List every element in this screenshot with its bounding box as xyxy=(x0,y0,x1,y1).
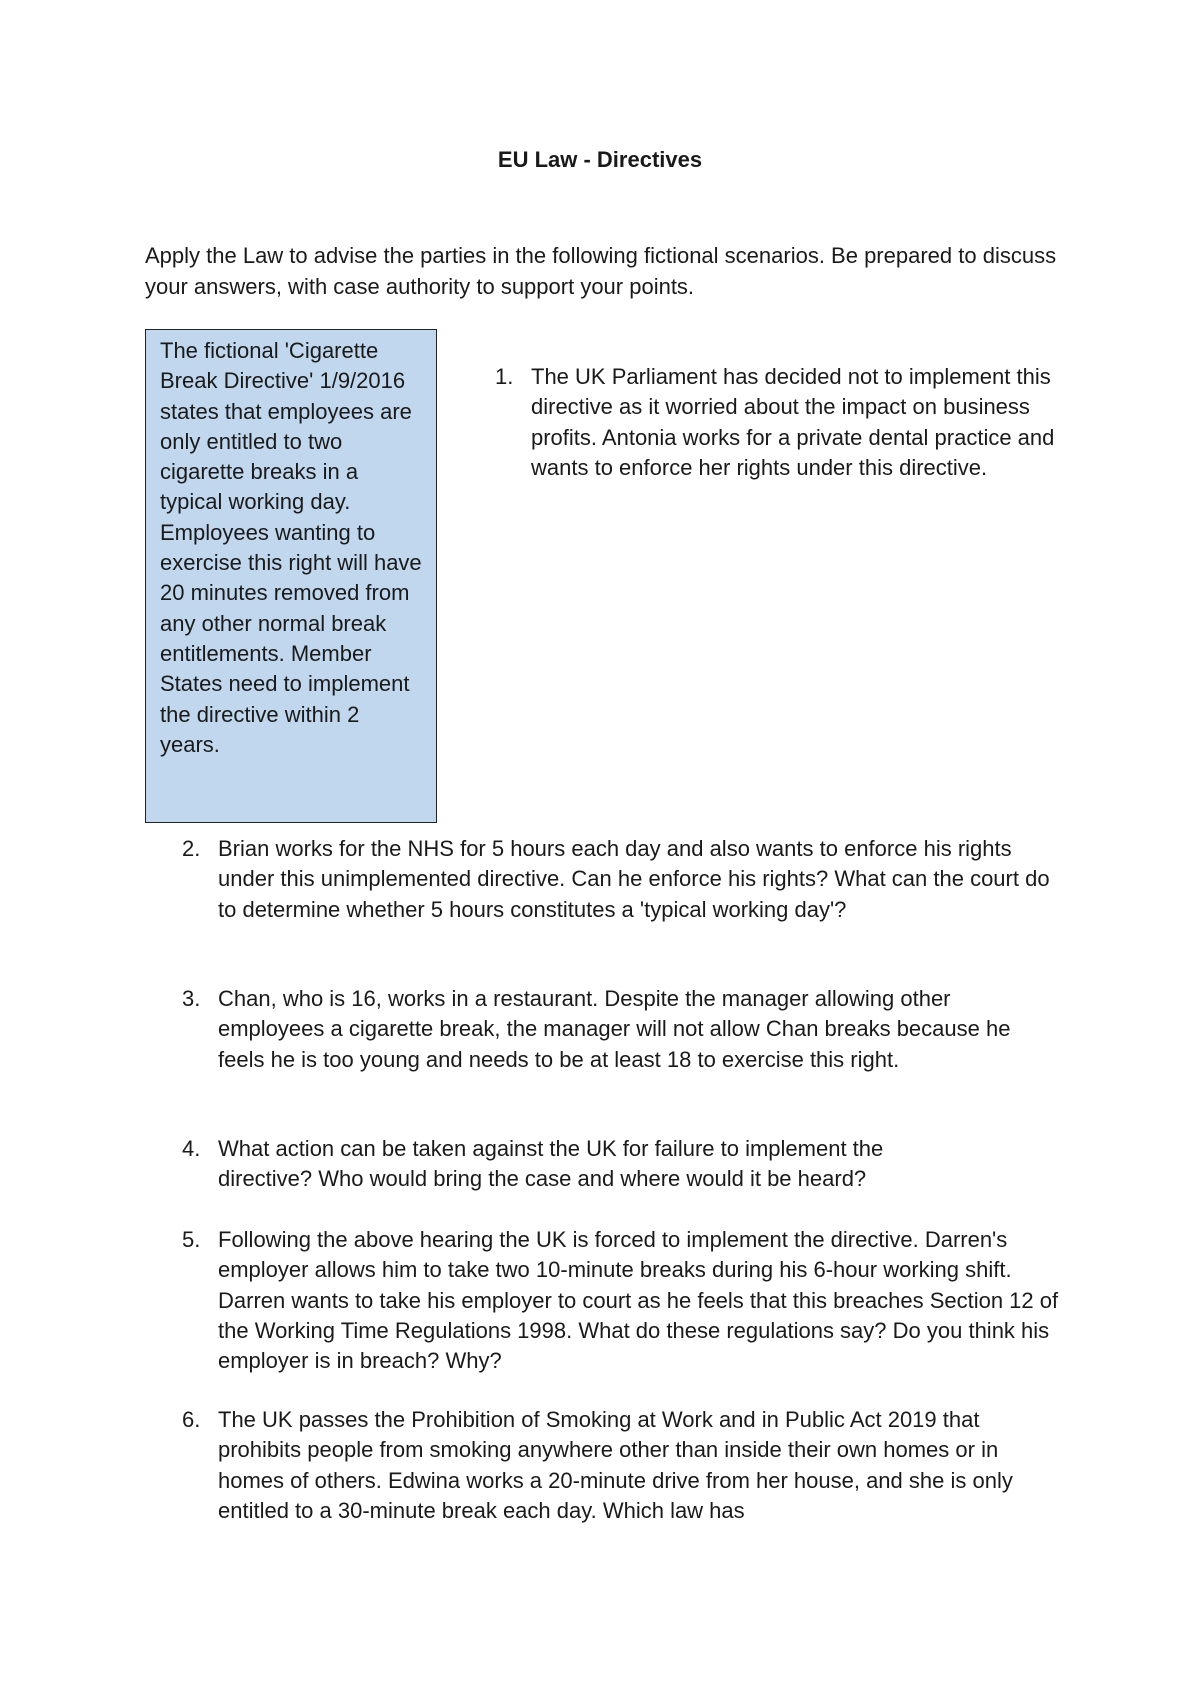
question-text: Brian works for the NHS for 5 hours each day and also wants to enforce his rights under this unimplemented directive. Can he enforce his rights? What can the court do to determine whether 5 hours constitutes a 'typical working day'? xyxy=(218,836,1050,922)
directive-box: The fictional 'Cigarette Break Directive' 1/9/2016 states that employees are only entitled to two cigarette breaks in a typical working day. Employees wanting to exercise this right will have 20 minutes removed from any other normal break entitlements. Member States need to implement the directive within 2 years. xyxy=(145,329,437,823)
question-text: What action can be taken against the UK for failure to implement the directive? Who would bring the case and where would it be heard? xyxy=(218,1136,884,1192)
question-number: 5. xyxy=(182,1227,201,1252)
question-number: 4. xyxy=(182,1136,201,1161)
question-number: 2. xyxy=(182,836,201,861)
question-number: 6. xyxy=(182,1407,201,1432)
question-text: The UK passes the Prohibition of Smoking at Work and in Public Act 2019 that prohibits people from smoking anywhere other than inside their own homes or in homes of others. Edwina works a 20-minute drive from her house, and she is only entitled to a 30-minute break each day. Which law has xyxy=(218,1407,1013,1523)
question-number: 1. xyxy=(495,364,514,389)
question-number: 3. xyxy=(182,986,201,1011)
question-text: Chan, who is 16, works in a restaurant. Despite the manager allowing other employees a cigarette break, the manager will not allow Chan breaks because he feels he is too young and needs to be at least 18 to exercise this right. xyxy=(218,986,1011,1072)
page-title: EU Law - Directives xyxy=(497,147,703,172)
question-text: Following the above hearing the UK is forced to implement the directive. Darren's employer allows him to take two 10-minute breaks during his 6-hour working shift. Darren wants to take his employer to court as he feels that this breaches Section 12 of the Working Time Regulations 1998. What do these regulations say? Do you think his employer is in breach? Why? xyxy=(218,1227,1059,1374)
question-text: The UK Parliament has decided not to implement this directive as it worried about the impact on business profits. Antonia works for a private dental practice and wants to enforce her rights under this directive. xyxy=(531,364,1055,480)
intro-paragraph: Apply the Law to advise the parties in the following fictional scenarios. Be prepared to discuss your answers, with case authority to support your points. xyxy=(145,243,1057,299)
